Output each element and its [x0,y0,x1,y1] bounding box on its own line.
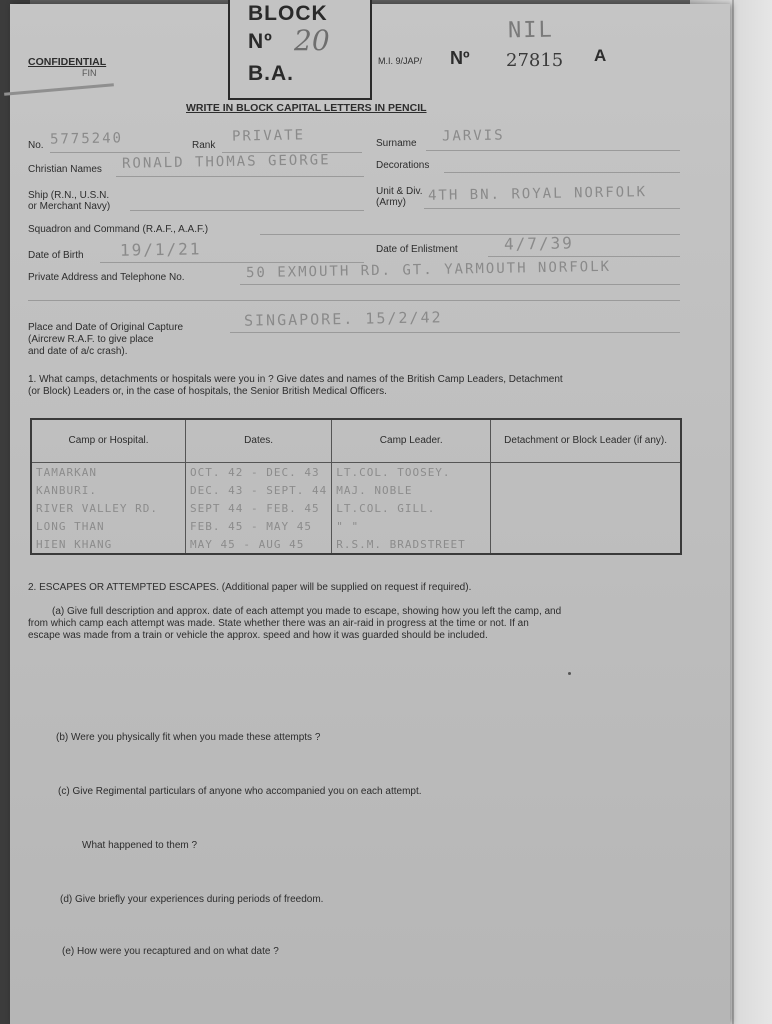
enlistment-line [488,256,680,257]
nil-note: NIL [507,17,554,44]
serial-number: 27815 [506,50,564,71]
no-value: 5775240 [49,130,124,148]
ship-line [130,210,364,211]
squadron-label: Squadron and Command (R.A.F., A.A.F.) [28,224,209,235]
ink-dot [568,672,571,675]
dates-cell: FEB. 45 - MAY 45 [186,517,332,535]
surname-label: Surname [376,138,417,149]
col-camp-leader: Camp Leader. [332,419,491,463]
leader-cell: " " [332,517,491,535]
detachment-cell [491,463,681,482]
stamp-number: 20 [294,24,330,57]
table-row [31,463,681,482]
unit-label-line2: (Army) [376,197,406,208]
capture-label-line3: and date of a/c crash). [28,346,128,357]
serial-suffix: A [594,46,607,65]
dob-label: Date of Birth [28,250,84,261]
leader-cell: LT.COL. GILL. [332,499,491,517]
form-instruction: WRITE IN BLOCK CAPITAL LETTERS IN PENCIL [186,102,427,114]
address-line [240,284,680,285]
camp-cell: LONG THAN [31,517,186,535]
leader-cell: LT.COL. TOOSEY. [332,463,491,482]
table-row [31,517,681,535]
question-2c-sub: What happened to them ? [82,840,198,851]
col-detachment-leader: Detachment or Block Leader (if any). [491,419,681,463]
serial-no-label: Nº [450,48,470,68]
stamp-code: B.A. [248,62,294,85]
leader-cell: R.S.M. BRADSTREET [332,535,491,554]
fin-label: FIN [82,68,97,78]
detachment-cell [491,535,681,554]
surname-value: JARVIS [441,127,505,145]
rank-label: Rank [192,140,216,151]
question-2a-line3: escape was made from a train or vehicle the approx. speed and how it was guarded should be included. [28,630,488,641]
enlistment-label: Date of Enlistment [376,244,458,255]
rank-value: PRIVATE [231,127,306,145]
no-line [50,152,170,153]
table-row [31,535,681,554]
leader-cell: MAJ. NOBLE [332,481,491,499]
page-edge [732,0,734,1024]
camps-table-header [31,419,681,463]
christian-names-label: Christian Names [28,164,102,175]
question-2b: (b) Were you physically fit when you made these attempts ? [56,732,321,743]
camp-cell: RIVER VALLEY RD. [31,499,186,517]
capture-line [230,332,680,333]
question-2c: (c) Give Regimental particulars of anyone who accompanied you on each attempt. [58,786,422,797]
capture-label-line2: (Aircrew R.A.F. to give place [28,334,154,345]
decorations-line [444,172,680,173]
question-2a-line2: from which camp each attempt was made. State whether there was an air-raid in progress at the time or not. If an [28,618,529,629]
surname-line [426,150,680,151]
camp-cell: TAMARKAN [31,463,186,482]
address-line-2 [28,300,680,301]
dates-cell: OCT. 42 - DEC. 43 [186,463,332,482]
ship-label-line2: or Merchant Navy) [28,201,111,212]
dates-cell: SEPT 44 - FEB. 45 [186,499,332,517]
address-label: Private Address and Telephone No. [28,272,185,283]
question-2e: (e) How were you recaptured and on what date ? [62,946,279,957]
question-2-title: 2. ESCAPES OR ATTEMPTED ESCAPES. (Additional paper will be supplied on request if required). [28,582,472,593]
decorations-label: Decorations [376,160,430,171]
question-2a-line1: (a) Give full description and approx. date of each attempt you made to escape, showing how you left the camp, and [52,606,562,617]
dob-value: 19/1/21 [119,239,202,260]
detachment-cell [491,517,681,535]
block-stamp [228,0,372,100]
camp-cell: HIEN KHANG [31,535,186,554]
address-value: 50 EXMOUTH RD. GT. YARMOUTH NORFOLK [245,258,612,282]
christian-names-line [116,176,364,177]
ship-label-line1: Ship (R.N., U.S.N. [28,190,110,201]
camp-cell: KANBURI. [31,481,186,499]
stamp-block-label: BLOCK [248,2,328,25]
camps-table [30,418,682,555]
detachment-cell [491,499,681,517]
dates-cell: DEC. 43 - SEPT. 44 [186,481,332,499]
unit-value: 4TH BN. ROYAL NORFOLK [427,184,648,204]
file-string [4,83,114,96]
mi-label: M.I. 9/JAP/ [378,56,423,66]
unit-label-line1: Unit & Div. [376,186,423,197]
capture-label-line1: Place and Date of Original Capture [28,322,184,333]
col-dates: Dates. [186,419,332,463]
question-1-line1: 1. What camps, detachments or hospitals were you in ? Give dates and names of the British Camp Leaders, Detachment [28,374,563,385]
unit-line [424,208,680,209]
col-camp-or-hospital: Camp or Hospital. [31,419,186,463]
no-label: No. [28,140,44,151]
question-2d: (d) Give briefly your experiences during periods of freedom. [60,894,324,905]
confidential-label: CONFIDENTIAL [28,56,107,68]
squadron-line [260,234,680,235]
form-page [10,4,730,1024]
table-row [31,499,681,517]
christian-names-value: RONALD THOMAS GEORGE [121,152,331,172]
dates-cell: MAY 45 - AUG 45 [186,535,332,554]
enlistment-value: 4/7/39 [503,233,574,254]
table-row [31,481,681,499]
stamp-no-label: Nº [248,30,273,53]
capture-value: SINGAPORE. 15/2/42 [243,308,443,330]
detachment-cell [491,481,681,499]
question-1-line2: (or Block) Leaders or, in the case of hospitals, the Senior British Medical Officers. [28,386,387,397]
